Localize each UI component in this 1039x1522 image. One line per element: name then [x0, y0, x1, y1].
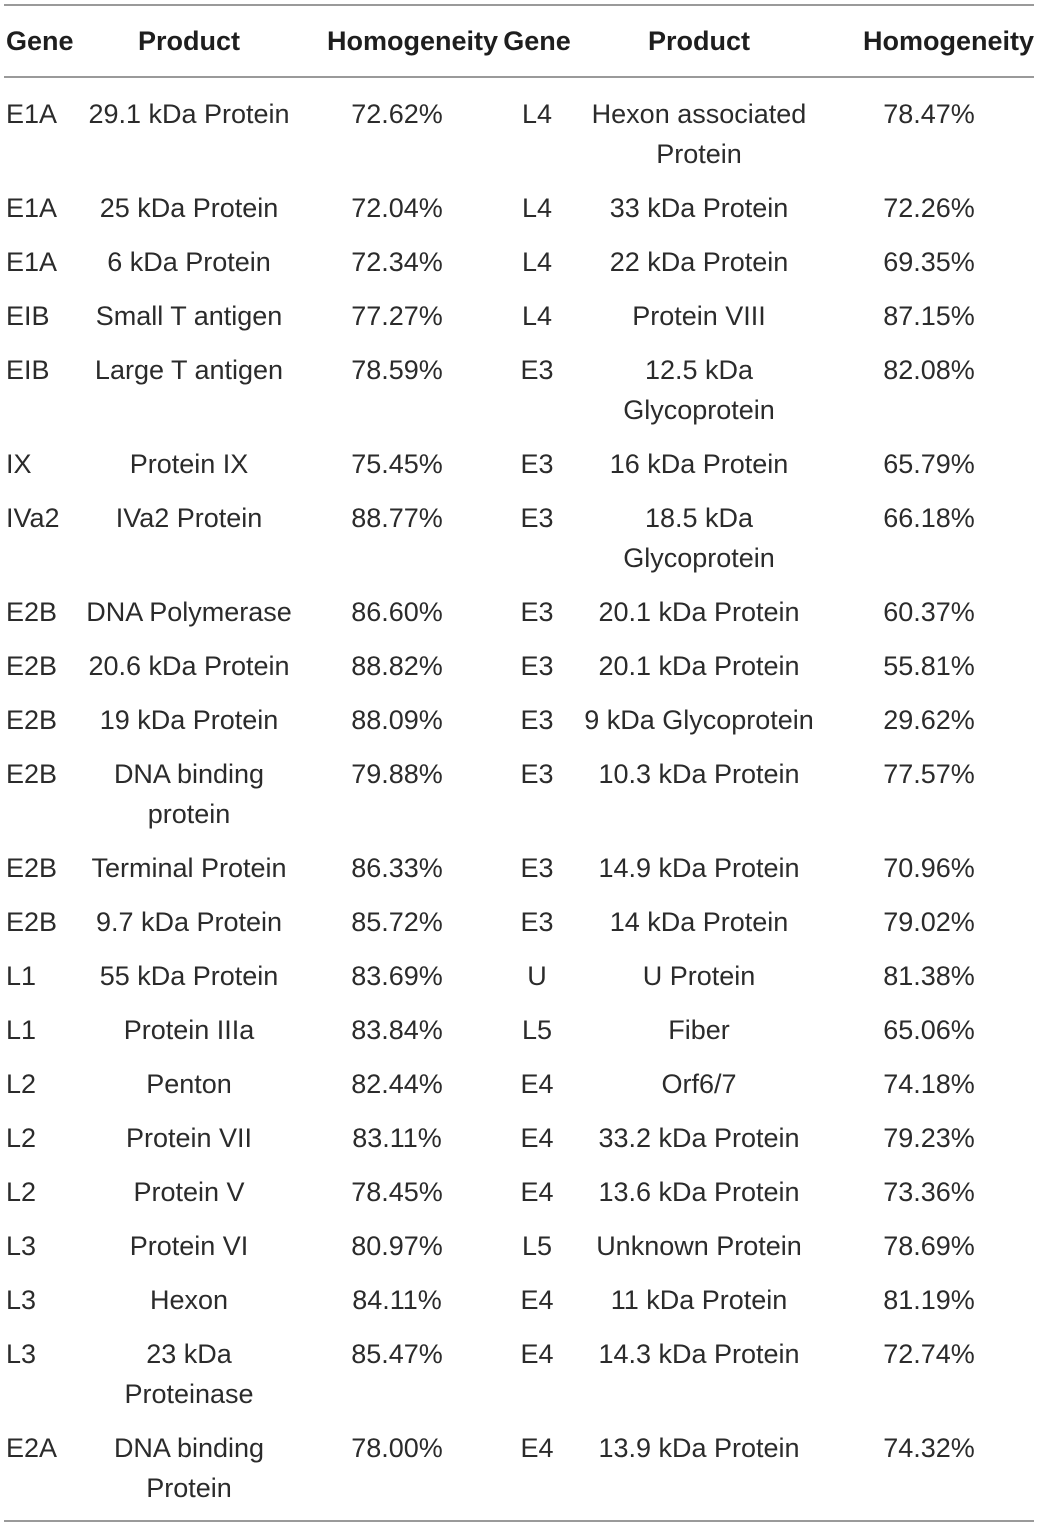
homogeneity-right-cell: 69.35%	[883, 247, 975, 277]
homogeneity-right-cell: 77.57%	[883, 759, 975, 789]
product-left-cell: Protein VII	[125, 1123, 253, 1153]
table-body	[4, 77, 1034, 1521]
product-right-cell: 14.9 kDa Protein	[598, 853, 800, 883]
product-right-cell: 16 kDa Protein	[609, 449, 789, 479]
table-row	[4, 841, 1034, 895]
gene-left-cell: E2B	[6, 597, 58, 627]
gene-left-cell: E2B	[6, 907, 58, 937]
homogeneity-right-cell: 73.36%	[883, 1177, 975, 1207]
product-left-cell: Hexon	[149, 1285, 229, 1315]
product-left-cell: 55 kDa Protein	[99, 961, 279, 991]
table-row	[4, 1057, 1034, 1111]
gene-right-cell: E3	[520, 597, 554, 627]
product-left-cell: IVa2 Protein	[115, 503, 263, 533]
gene-right-cell: L4	[521, 301, 553, 331]
table-row	[4, 1273, 1034, 1327]
gene-left-cell: E2B	[6, 853, 58, 883]
gene-left-cell: L2	[6, 1123, 37, 1153]
table-row	[4, 437, 1034, 491]
table-row	[4, 949, 1034, 1003]
gene-right-cell: E4	[520, 1285, 554, 1315]
gene-left-cell: EIB	[6, 355, 50, 385]
homogeneity-left-cell: 85.47%	[351, 1339, 443, 1369]
header-gene-right: Gene	[503, 26, 571, 56]
table-row	[4, 693, 1034, 747]
gene-right-cell: E3	[520, 907, 554, 937]
product-right-cell: Protein VIII	[632, 301, 766, 331]
table-row	[4, 491, 1034, 585]
gene-right-cell: E3	[520, 355, 554, 385]
table-row	[4, 235, 1034, 289]
gene-right-cell: L4	[521, 247, 553, 277]
product-right-cell: Fiber	[668, 1015, 730, 1045]
product-right-cell: 20.1 kDa Protein	[598, 597, 800, 627]
product-right-cell: 14.3 kDa Protein	[598, 1339, 800, 1369]
table-header	[4, 5, 1034, 77]
table-row	[4, 343, 1034, 437]
homogeneity-left-cell: 78.59%	[351, 355, 443, 385]
product-left-cell: 29.1 kDa Protein	[88, 99, 290, 129]
product-right-cell: 33 kDa Protein	[609, 193, 789, 223]
gene-left-cell: EIB	[6, 301, 50, 331]
homogeneity-right-cell: 82.08%	[883, 355, 975, 385]
gene-left-cell: E2A	[6, 1433, 58, 1463]
homogeneity-right-cell: 79.23%	[883, 1123, 975, 1153]
product-right-cell: 11 kDa Protein	[610, 1285, 788, 1315]
product-right-cell: U Protein	[642, 961, 756, 991]
product-left-cell: Protein IX	[129, 449, 249, 479]
product-left-cell: Protein VI	[129, 1231, 249, 1261]
header-homogeneity-right: Homogeneity	[862, 26, 1034, 56]
gene-left-cell: L2	[6, 1177, 37, 1207]
gene-left-cell: L3	[6, 1285, 37, 1315]
gene-right-cell: E4	[520, 1339, 554, 1369]
homogeneity-right-cell: 78.69%	[883, 1231, 975, 1261]
gene-right-cell: E4	[520, 1123, 554, 1153]
gene-right-cell: L5	[521, 1231, 553, 1261]
product-right-cell: Orf6/7	[661, 1069, 737, 1099]
product-left-cell: DNA binding protein	[113, 759, 265, 829]
product-right-cell: 20.1 kDa Protein	[598, 651, 800, 681]
homogeneity-right-cell: 66.18%	[883, 503, 975, 533]
homogeneity-left-cell: 82.44%	[351, 1069, 443, 1099]
product-right-cell: 13.6 kDa Protein	[598, 1177, 800, 1207]
product-left-cell: 9.7 kDa Protein	[95, 907, 283, 937]
product-left-cell: Terminal Protein	[91, 853, 287, 883]
product-left-cell: 23 kDa Proteinase	[124, 1339, 254, 1409]
product-left-cell: DNA binding Protein	[113, 1433, 265, 1503]
product-left-cell: Large T antigen	[94, 355, 284, 385]
product-left-cell: 20.6 kDa Protein	[88, 651, 290, 681]
gene-left-cell: L1	[6, 1015, 37, 1045]
product-right-cell: Hexon associated Protein	[591, 99, 807, 169]
table-row	[4, 1111, 1034, 1165]
gene-right-cell: L4	[521, 99, 553, 129]
homogeneity-left-cell: 72.62%	[351, 99, 443, 129]
gene-right-cell: U	[527, 961, 547, 991]
table-row	[4, 895, 1034, 949]
homogeneity-left-cell: 75.45%	[351, 449, 443, 479]
product-right-cell: 18.5 kDa Glycoprotein	[623, 503, 775, 573]
homogeneity-left-cell: 85.72%	[351, 907, 443, 937]
homogeneity-left-cell: 78.00%	[351, 1433, 443, 1463]
gene-left-cell: L2	[6, 1069, 37, 1099]
table-row	[4, 1327, 1034, 1421]
homogeneity-right-cell: 81.38%	[883, 961, 975, 991]
homogeneity-left-cell: 86.60%	[351, 597, 443, 627]
homogeneity-left-cell: 79.88%	[351, 759, 443, 789]
gene-left-cell: E2B	[6, 651, 58, 681]
gene-left-cell: E1A	[6, 193, 58, 223]
gene-right-cell: E3	[520, 759, 554, 789]
product-right-cell: 12.5 kDa Glycoprotein	[623, 355, 775, 425]
homogeneity-right-cell: 74.32%	[883, 1433, 975, 1463]
homogeneity-right-cell: 87.15%	[883, 301, 975, 331]
homogeneity-left-cell: 77.27%	[351, 301, 443, 331]
gene-right-cell: E4	[520, 1069, 554, 1099]
table-row	[4, 1219, 1034, 1273]
homogeneity-right-cell: 60.37%	[883, 597, 975, 627]
gene-left-cell: L3	[6, 1231, 37, 1261]
gene-right-cell: E4	[520, 1433, 554, 1463]
header-row	[4, 5, 1034, 77]
homogeneity-table	[4, 4, 1034, 1522]
homogeneity-right-cell: 81.19%	[883, 1285, 975, 1315]
gene-right-cell: E4	[520, 1177, 554, 1207]
gene-left-cell: IX	[6, 449, 32, 479]
table-row	[4, 639, 1034, 693]
product-right-cell: 10.3 kDa Protein	[598, 759, 800, 789]
product-left-cell: 6 kDa Protein	[107, 247, 271, 277]
header-homogeneity-left: Homogeneity	[326, 26, 498, 56]
header-product-right: Product	[647, 26, 750, 56]
product-left-cell: Protein V	[133, 1177, 245, 1207]
header-gene-left: Gene	[6, 26, 74, 56]
homogeneity-right-cell: 79.02%	[883, 907, 975, 937]
gene-left-cell: IVa2	[6, 503, 60, 533]
gene-right-cell: E3	[520, 651, 554, 681]
product-left-cell: Protein IIIa	[123, 1015, 255, 1045]
table-row	[4, 1003, 1034, 1057]
table-row	[4, 181, 1034, 235]
product-left-cell: Penton	[146, 1069, 232, 1099]
homogeneity-right-cell: 70.96%	[883, 853, 975, 883]
gene-left-cell: L1	[6, 961, 37, 991]
table-row	[4, 77, 1034, 181]
product-left-cell: Small T antigen	[95, 301, 283, 331]
gene-right-cell: L5	[521, 1015, 553, 1045]
homogeneity-left-cell: 83.11%	[352, 1123, 442, 1153]
product-left-cell: 25 kDa Protein	[99, 193, 279, 223]
table-row	[4, 1165, 1034, 1219]
homogeneity-left-cell: 80.97%	[351, 1231, 443, 1261]
homogeneity-right-cell: 29.62%	[883, 705, 975, 735]
product-left-cell: 19 kDa Protein	[99, 705, 279, 735]
product-right-cell: 14 kDa Protein	[609, 907, 789, 937]
product-right-cell: 9 kDa Glycoprotein	[584, 705, 814, 735]
gene-right-cell: E3	[520, 705, 554, 735]
product-right-cell: Unknown Protein	[596, 1231, 802, 1261]
homogeneity-left-cell: 72.34%	[351, 247, 443, 277]
homogeneity-left-cell: 83.84%	[351, 1015, 443, 1045]
homogeneity-right-cell: 65.79%	[883, 449, 975, 479]
homogeneity-right-cell: 72.74%	[883, 1339, 975, 1369]
gene-right-cell: E3	[520, 503, 554, 533]
product-left-cell: DNA Polymerase	[86, 597, 292, 627]
gene-right-cell: E3	[520, 853, 554, 883]
homogeneity-left-cell: 88.09%	[351, 705, 443, 735]
table-row	[4, 585, 1034, 639]
table-row	[4, 289, 1034, 343]
gene-left-cell: E1A	[6, 99, 58, 129]
header-product-left: Product	[137, 26, 240, 56]
homogeneity-left-cell: 86.33%	[351, 853, 443, 883]
homogeneity-right-cell: 65.06%	[883, 1015, 975, 1045]
gene-right-cell: E3	[520, 449, 554, 479]
homogeneity-left-cell: 84.11%	[352, 1285, 442, 1315]
product-right-cell: 22 kDa Protein	[609, 247, 789, 277]
homogeneity-left-cell: 83.69%	[351, 961, 443, 991]
product-right-cell: 13.9 kDa Protein	[598, 1433, 800, 1463]
homogeneity-table-container	[4, 4, 1034, 1522]
homogeneity-left-cell: 88.82%	[351, 651, 443, 681]
homogeneity-right-cell: 55.81%	[883, 651, 975, 681]
homogeneity-right-cell: 78.47%	[883, 99, 975, 129]
homogeneity-right-cell: 72.26%	[883, 193, 975, 223]
gene-left-cell: E2B	[6, 705, 58, 735]
homogeneity-left-cell: 72.04%	[351, 193, 443, 223]
table-row	[4, 747, 1034, 841]
gene-left-cell: E1A	[6, 247, 58, 277]
homogeneity-left-cell: 88.77%	[351, 503, 443, 533]
table-row	[4, 1421, 1034, 1521]
gene-left-cell: L3	[6, 1339, 37, 1369]
gene-left-cell: E2B	[6, 759, 58, 789]
homogeneity-left-cell: 78.45%	[351, 1177, 443, 1207]
gene-right-cell: L4	[521, 193, 553, 223]
product-right-cell: 33.2 kDa Protein	[598, 1123, 800, 1153]
homogeneity-right-cell: 74.18%	[883, 1069, 975, 1099]
